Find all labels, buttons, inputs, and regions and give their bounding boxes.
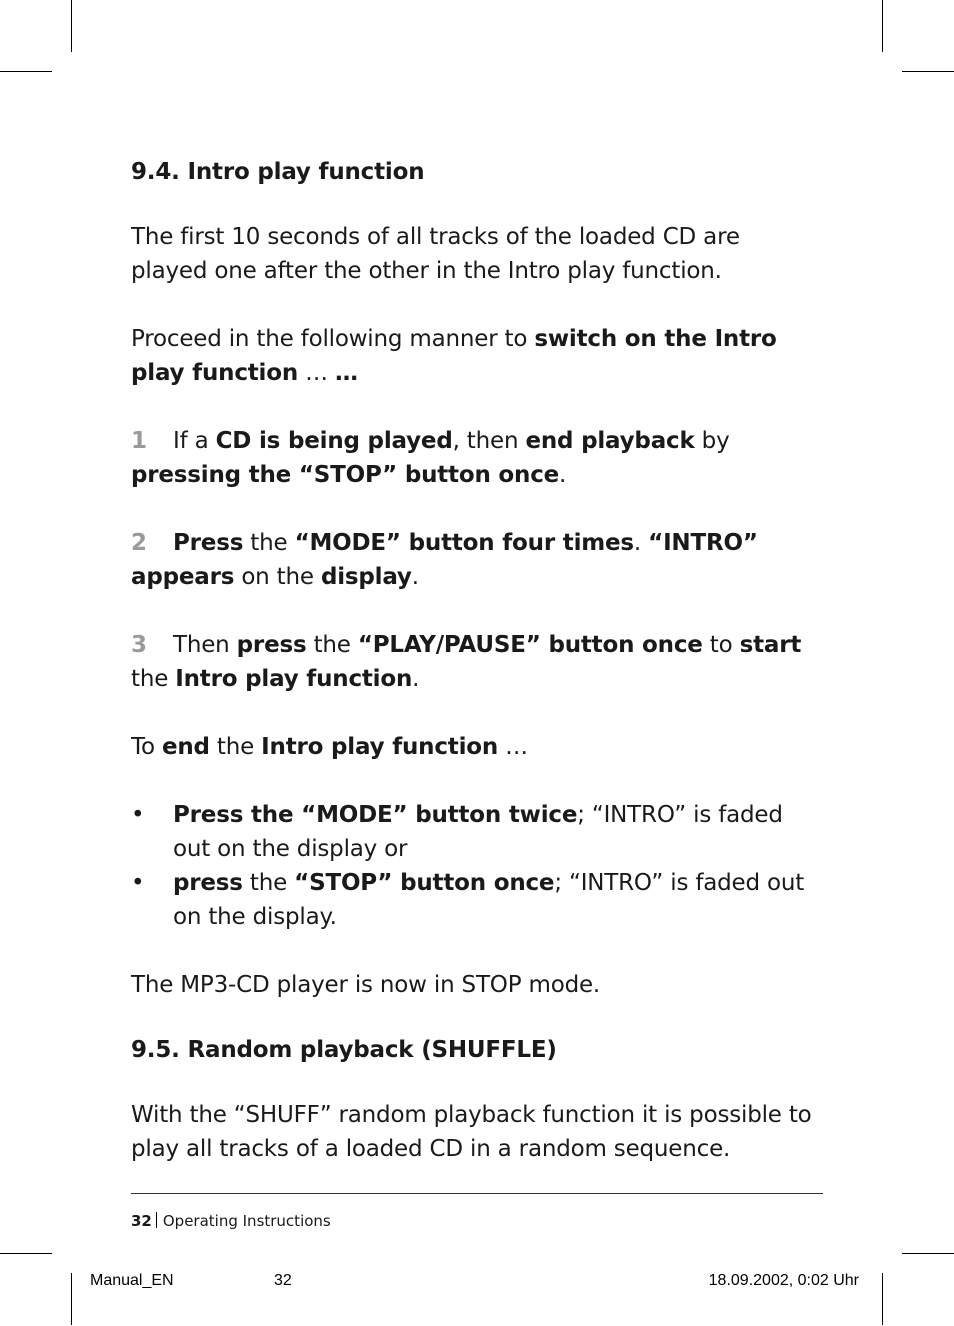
crop-mark-bottom-right-v xyxy=(882,1273,883,1325)
slug-date: 18.09.2002, 0:02 Uhr xyxy=(708,1272,859,1289)
step-number: 2 xyxy=(131,530,147,556)
proceed-paragraph: Proceed in the following manner to switch on the Intro play function … … xyxy=(131,326,777,386)
footer-rule xyxy=(131,1193,823,1194)
crop-mark-top-left-v xyxy=(71,0,72,52)
bullet-dot: • xyxy=(131,870,145,896)
bullet-dot: • xyxy=(131,802,145,828)
end-paragraph: To end the Intro play function … xyxy=(131,734,528,760)
step-3: 3 Then press the “PLAY/PAUSE” button once to start the Intro play function. xyxy=(131,628,823,696)
crop-mark-top-left-h xyxy=(0,71,52,72)
bullet-item: • Press the “MODE” button twice; “INTRO” is faded out on the display or xyxy=(131,798,823,866)
closing-paragraph: The MP3-CD player is now in STOP mode. xyxy=(131,972,601,998)
page-content xyxy=(131,152,823,1166)
crop-mark-bottom-left-v xyxy=(71,1273,72,1325)
section-heading-shuffle: 9.5. Random playback (SHUFFLE) xyxy=(131,1037,557,1063)
footer-separator xyxy=(156,1212,157,1228)
step-2: 2 Press the “MODE” button four times. “INTRO” appears on the display. xyxy=(131,526,823,594)
section-heading-intro: 9.4. Intro play function xyxy=(131,159,425,185)
bullet-item: • press the “STOP” button once; “INTRO” is faded out on the display. xyxy=(131,866,823,934)
crop-mark-top-right-v xyxy=(882,0,883,52)
step-number: 1 xyxy=(131,428,147,454)
crop-mark-bottom-left-h xyxy=(0,1253,52,1254)
crop-mark-top-right-h xyxy=(902,71,954,72)
step-number: 3 xyxy=(131,632,147,658)
page-number: 32 xyxy=(131,1212,152,1230)
slug-filename: Manual_EN xyxy=(90,1272,174,1289)
slug-page: 32 xyxy=(274,1272,292,1289)
shuffle-paragraph: With the “SHUFF” random playback function it is possible to play all tracks of a loaded CD in a random sequence. xyxy=(131,1102,812,1162)
step-1: 1 If a CD is being played, then end playback by pressing the “STOP” button once. xyxy=(131,424,823,492)
page-footer xyxy=(131,1211,331,1231)
intro-paragraph: The first 10 seconds of all tracks of the loaded CD are played one after the other in the Intro play function. xyxy=(131,224,740,284)
crop-mark-bottom-right-h xyxy=(902,1253,954,1254)
footer-label: Operating Instructions xyxy=(162,1212,331,1230)
